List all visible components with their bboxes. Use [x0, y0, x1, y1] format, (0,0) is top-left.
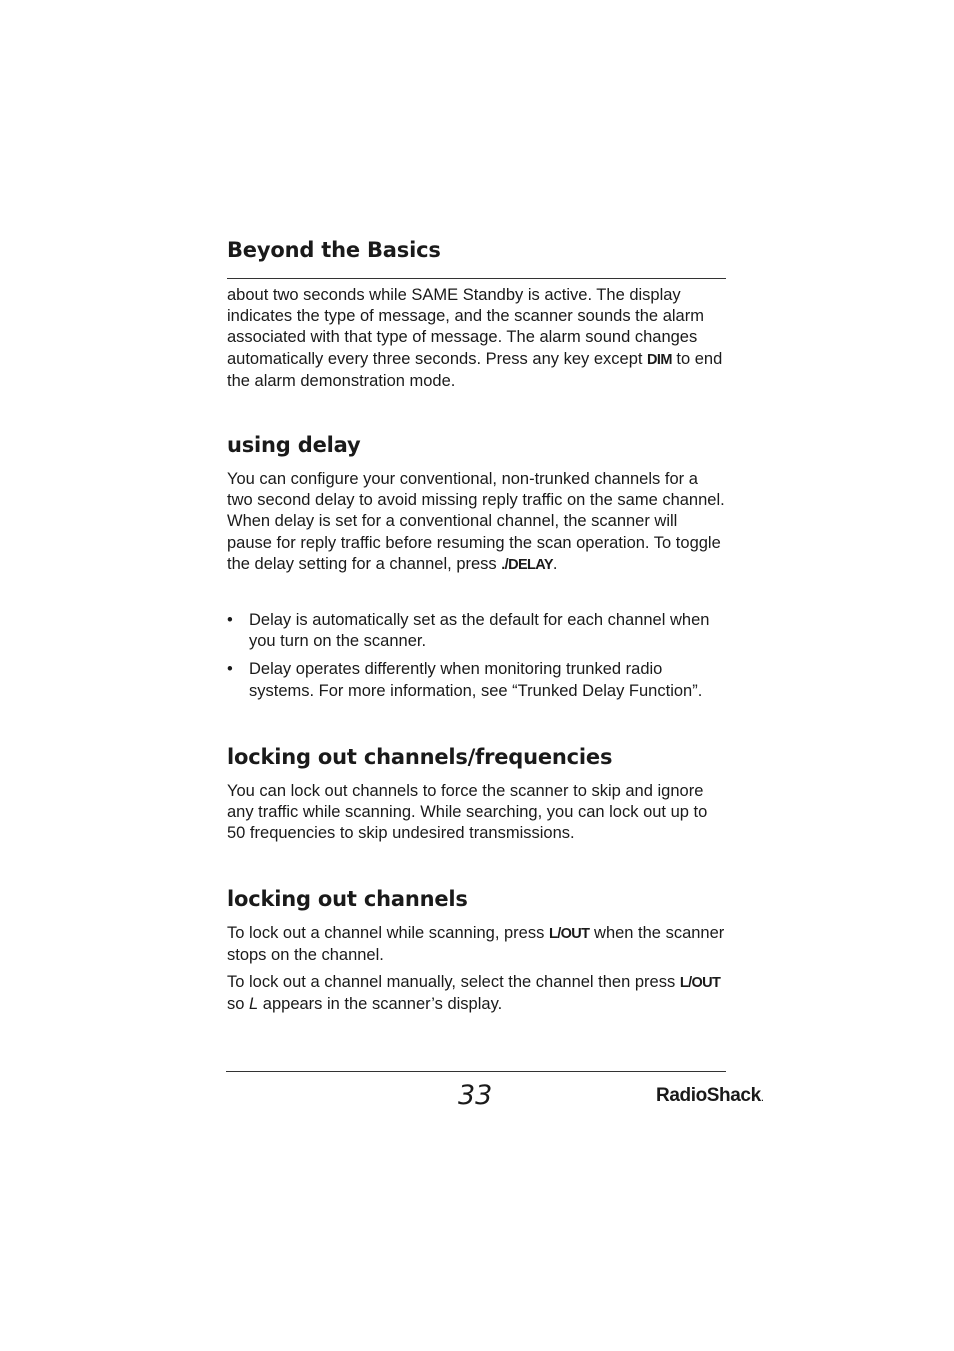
lockout-scanning-paragraph [227, 923, 726, 966]
using-delay-text-before: You can configure your conventional, non-trunked channels for a two second delay to avoid missing reply traffic on the same channel. When delay is set for a conventional channel, the scanner will pause for reply traffic before resuming the scan operation. To toggle the delay setting for a channel, press [227, 470, 725, 573]
lout-key-label: L/OUT [679, 975, 721, 991]
intro-paragraph [227, 285, 726, 392]
bullet-icon: • [227, 611, 233, 629]
dim-key-label: DIM [647, 351, 672, 368]
brand-suffix: . [760, 1090, 764, 1104]
lockout-p2-after: appears in the scanner’s display. [258, 995, 503, 1014]
bullet-icon: • [227, 660, 233, 679]
lockout-indicator-letter: L [249, 995, 259, 1014]
bullet-text: Delay is automatically set as the default for each channel when you turn on the scanner. [249, 611, 710, 651]
list-item [227, 659, 726, 701]
bullet-text: Delay operates differently when monitoring trunked radio systems. For more information, see “Trunked Delay Function”. [249, 660, 703, 700]
lockout-manual-paragraph [227, 972, 726, 1015]
list-item [227, 610, 726, 652]
lockout-p2-before: To lock out a channel manually, select the channel then press [227, 973, 680, 991]
using-delay-text-after: . [552, 554, 558, 573]
intro-text-after: to end the alarm demonstration mode. [227, 349, 723, 390]
section-heading-using-delay: using delay [227, 433, 361, 457]
running-header-title: Beyond the Basics [227, 238, 441, 262]
footer-divider [226, 1071, 726, 1072]
section-heading-locking-out-channels-frequencies: locking out channels/frequencies [227, 745, 613, 769]
section-heading-locking-out-channels: locking out channels [227, 887, 468, 911]
brand-name: RadioShack [656, 1085, 761, 1106]
delay-key-label: ./DELAY [501, 556, 553, 573]
locking-out-frequencies-paragraph: You can lock out channels to force the scanner to skip and ignore any traffic while scanning. While searching, you can lock out up to 50 frequencies to skip undesired transmissions. [227, 782, 708, 843]
lout-key-label: L/OUT [548, 926, 590, 942]
intro-text-before: about two seconds while SAME Standby is active. The display indicates the type of message, and the scanner sounds the alarm associated with that type of message. The alarm sound changes automatically every three seconds. Press any key except [227, 286, 704, 368]
radioshack-logo [656, 1084, 764, 1109]
using-delay-paragraph [227, 469, 726, 576]
lockout-p1-before: To lock out a channel while scanning, press [227, 924, 549, 942]
page-number: 33 [458, 1080, 493, 1111]
lockout-p2-mid: so [227, 995, 250, 1014]
header-divider [227, 278, 726, 279]
delay-bullet-list [227, 610, 726, 709]
lockout-p1-after: when the scanner stops on the channel. [227, 924, 725, 965]
